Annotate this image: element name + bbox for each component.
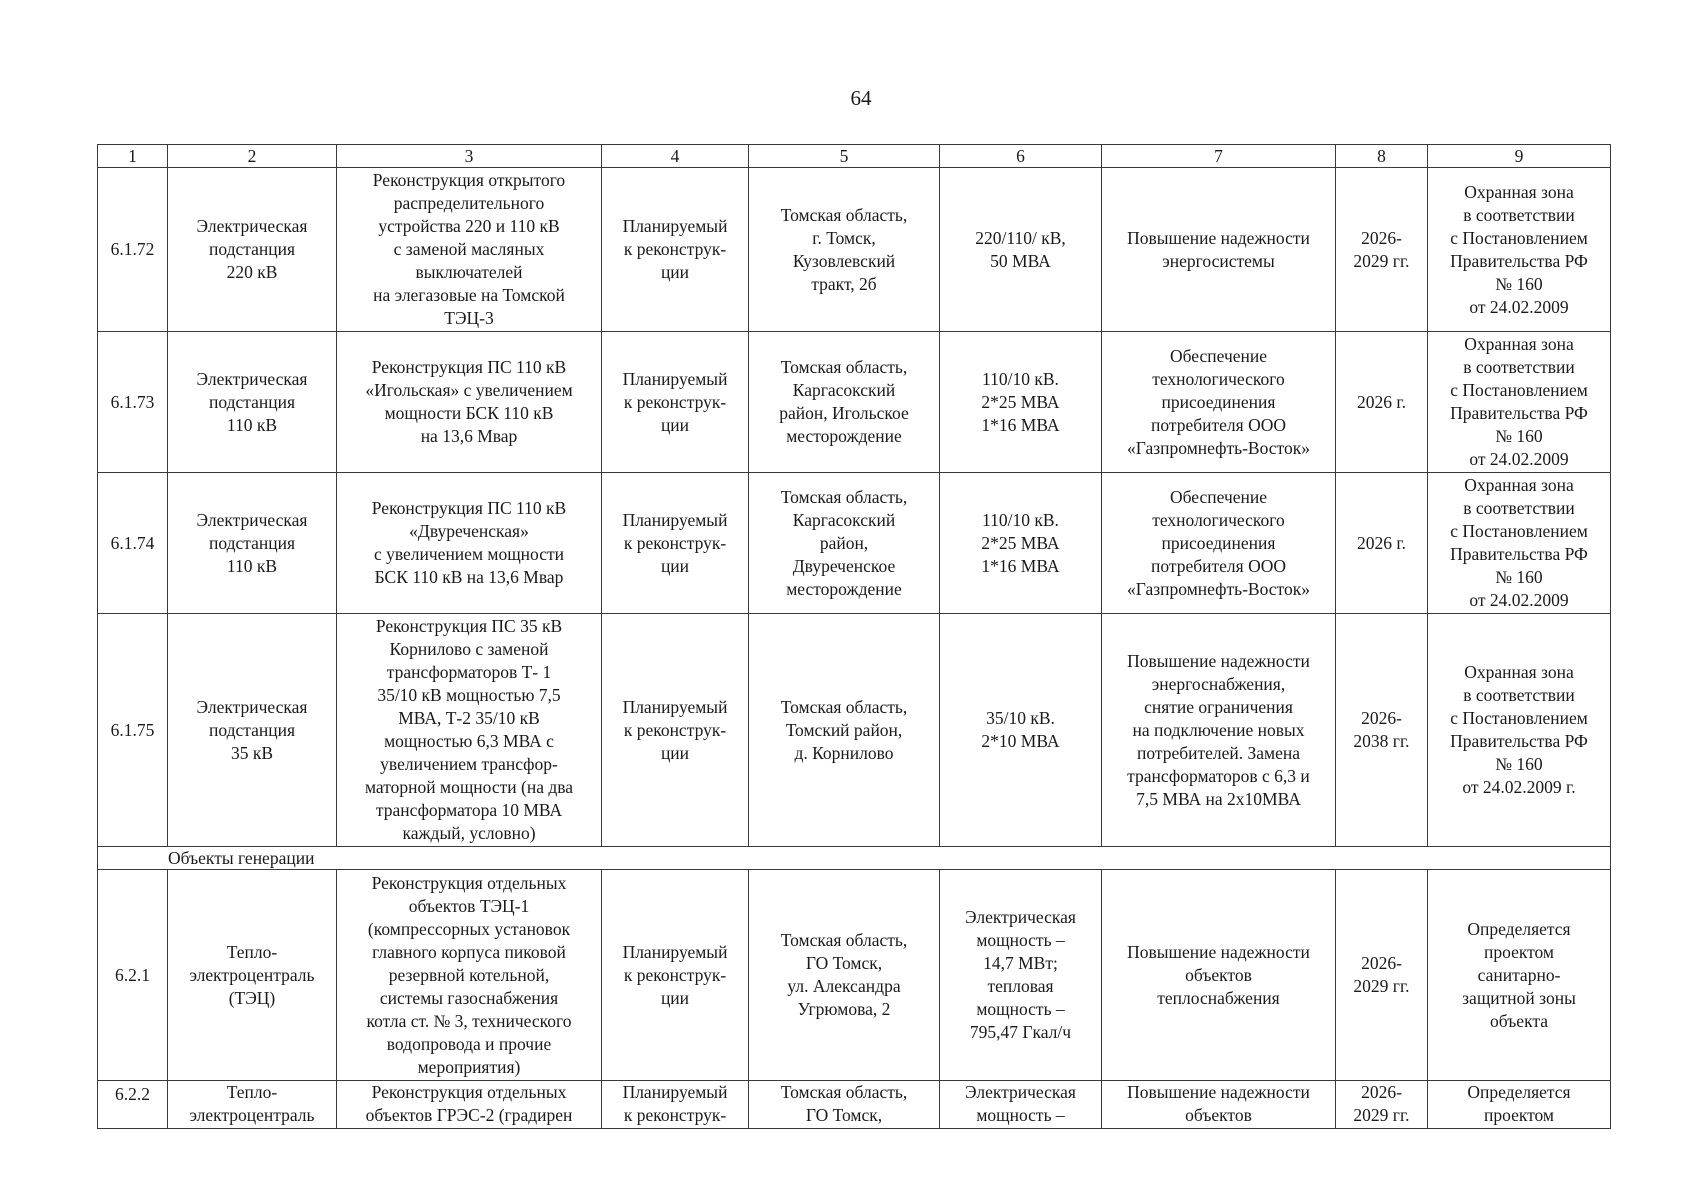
table-row [98, 473, 1611, 614]
object-status: Планируемый к реконструк- ции [602, 870, 749, 1081]
object-description: Реконструкция отдельных объектов ТЭЦ-1 (компрессорных установок главного корпуса пиковой резервной котельной, системы газоснабжения котла ст. № 3, технического водопровода и прочие мероприятия) [337, 870, 602, 1081]
object-period: 2026- 2029 гг. [1336, 1081, 1428, 1129]
row-number: 6.2.2 [98, 1081, 168, 1129]
object-type: Электрическая подстанция 35 кВ [168, 614, 337, 847]
object-location: Томская область, ГО Томск, [749, 1081, 940, 1129]
table-row [98, 332, 1611, 473]
object-params: 35/10 кВ. 2*10 МВА [940, 614, 1102, 847]
object-params: 220/110/ кВ, 50 МВА [940, 168, 1102, 332]
object-purpose: Повышение надежности энергосистемы [1102, 168, 1336, 332]
object-zone: Охранная зона в соответствии с Постановлением Правительства РФ № 160 от 24.02.2009 [1428, 168, 1611, 332]
column-number: 5 [749, 145, 940, 168]
object-params: Электрическая мощность – 14,7 МВт; тепловая мощность – 795,47 Гкал/ч [940, 870, 1102, 1081]
row-number: 6.1.75 [98, 614, 168, 847]
object-location: Томская область, Каргасокский район, Двуреченское месторождение [749, 473, 940, 614]
object-type: Тепло- электроцентраль [168, 1081, 337, 1129]
table-body [98, 145, 1611, 1129]
data-table [97, 144, 1611, 1129]
object-status: Планируемый к реконструк- ции [602, 473, 749, 614]
column-number-row [98, 145, 1611, 168]
object-purpose: Повышение надежности объектов теплоснабжения [1102, 870, 1336, 1081]
object-type: Электрическая подстанция 220 кВ [168, 168, 337, 332]
table-row [98, 870, 1611, 1081]
object-status: Планируемый к реконструк- ции [602, 614, 749, 847]
object-purpose: Обеспечение технологического присоединения потребителя ООО «Газпромнефть-Восток» [1102, 473, 1336, 614]
object-location: Томская область, Каргасокский район, Игольское месторождение [749, 332, 940, 473]
object-zone: Определяется проектом [1428, 1081, 1611, 1129]
column-number: 7 [1102, 145, 1336, 168]
object-zone: Охранная зона в соответствии с Постановлением Правительства РФ № 160 от 24.02.2009 [1428, 473, 1611, 614]
object-params: Электрическая мощность – [940, 1081, 1102, 1129]
row-number: 6.1.73 [98, 332, 168, 473]
object-period: 2026- 2029 гг. [1336, 870, 1428, 1081]
column-number: 8 [1336, 145, 1428, 168]
object-period: 2026- 2029 гг. [1336, 168, 1428, 332]
object-purpose: Обеспечение технологического присоединения потребителя ООО «Газпромнефть-Восток» [1102, 332, 1336, 473]
object-location: Томская область, Томский район, д. Корнилово [749, 614, 940, 847]
object-type: Электрическая подстанция 110 кВ [168, 473, 337, 614]
object-location: Томская область, г. Томск, Кузовлевский тракт, 2б [749, 168, 940, 332]
object-purpose: Повышение надежности энергоснабжения, снятие ограничения на подключение новых потребителей. Замена трансформаторов с 6,3 и 7,5 МВА на 2х10МВА [1102, 614, 1336, 847]
object-purpose: Повышение надежности объектов [1102, 1081, 1336, 1129]
row-number: 6.1.74 [98, 473, 168, 614]
object-type: Тепло- электроцентраль (ТЭЦ) [168, 870, 337, 1081]
object-description: Реконструкция ПС 110 кВ «Двуреченская» с увеличением мощности БСК 110 кВ на 13,6 Мвар [337, 473, 602, 614]
object-params: 110/10 кВ. 2*25 МВА 1*16 МВА [940, 473, 1102, 614]
object-period: 2026 г. [1336, 473, 1428, 614]
object-description: Реконструкция отдельных объектов ГРЭС-2 (градирен [337, 1081, 602, 1129]
table-row [98, 1081, 1611, 1129]
object-status: Планируемый к реконструк- [602, 1081, 749, 1129]
object-location: Томская область, ГО Томск, ул. Александра Угрюмова, 2 [749, 870, 940, 1081]
object-description: Реконструкция открытого распределительного устройства 220 и 110 кВ с заменой масляных выключателей на элегазовые на Томской ТЭЦ-3 [337, 168, 602, 332]
column-number: 1 [98, 145, 168, 168]
object-description: Реконструкция ПС 110 кВ «Игольская» с увеличением мощности БСК 110 кВ на 13,6 Мвар [337, 332, 602, 473]
object-zone: Определяется проектом санитарно- защитной зоны объекта [1428, 870, 1611, 1081]
object-params: 110/10 кВ. 2*25 МВА 1*16 МВА [940, 332, 1102, 473]
column-number: 2 [168, 145, 337, 168]
column-number: 4 [602, 145, 749, 168]
page-number: 64 [850, 86, 872, 110]
object-status: Планируемый к реконструк- ции [602, 168, 749, 332]
column-number: 3 [337, 145, 602, 168]
object-zone: Охранная зона в соответствии с Постановлением Правительства РФ № 160 от 24.02.2009 [1428, 332, 1611, 473]
row-number: 6.2.1 [98, 870, 168, 1081]
object-status: Планируемый к реконструк- ции [602, 332, 749, 473]
object-period: 2026 г. [1336, 332, 1428, 473]
section-header-row [98, 847, 1611, 870]
section-title: Объекты генерации [98, 847, 1611, 870]
column-number: 9 [1428, 145, 1611, 168]
object-type: Электрическая подстанция 110 кВ [168, 332, 337, 473]
object-zone: Охранная зона в соответствии с Постановлением Правительства РФ № 160 от 24.02.2009 г. [1428, 614, 1611, 847]
table-row [98, 168, 1611, 332]
table-row [98, 614, 1611, 847]
object-description: Реконструкция ПС 35 кВ Корнилово с заменой трансформаторов Т- 1 35/10 кВ мощностью 7,5 МВА, Т-2 35/10 кВ мощностью 6,3 МВА с увеличением трансфор- маторной мощности (на два трансформатора 10 МВА каждый, условно) [337, 614, 602, 847]
row-number: 6.1.72 [98, 168, 168, 332]
column-number: 6 [940, 145, 1102, 168]
object-period: 2026- 2038 гг. [1336, 614, 1428, 847]
